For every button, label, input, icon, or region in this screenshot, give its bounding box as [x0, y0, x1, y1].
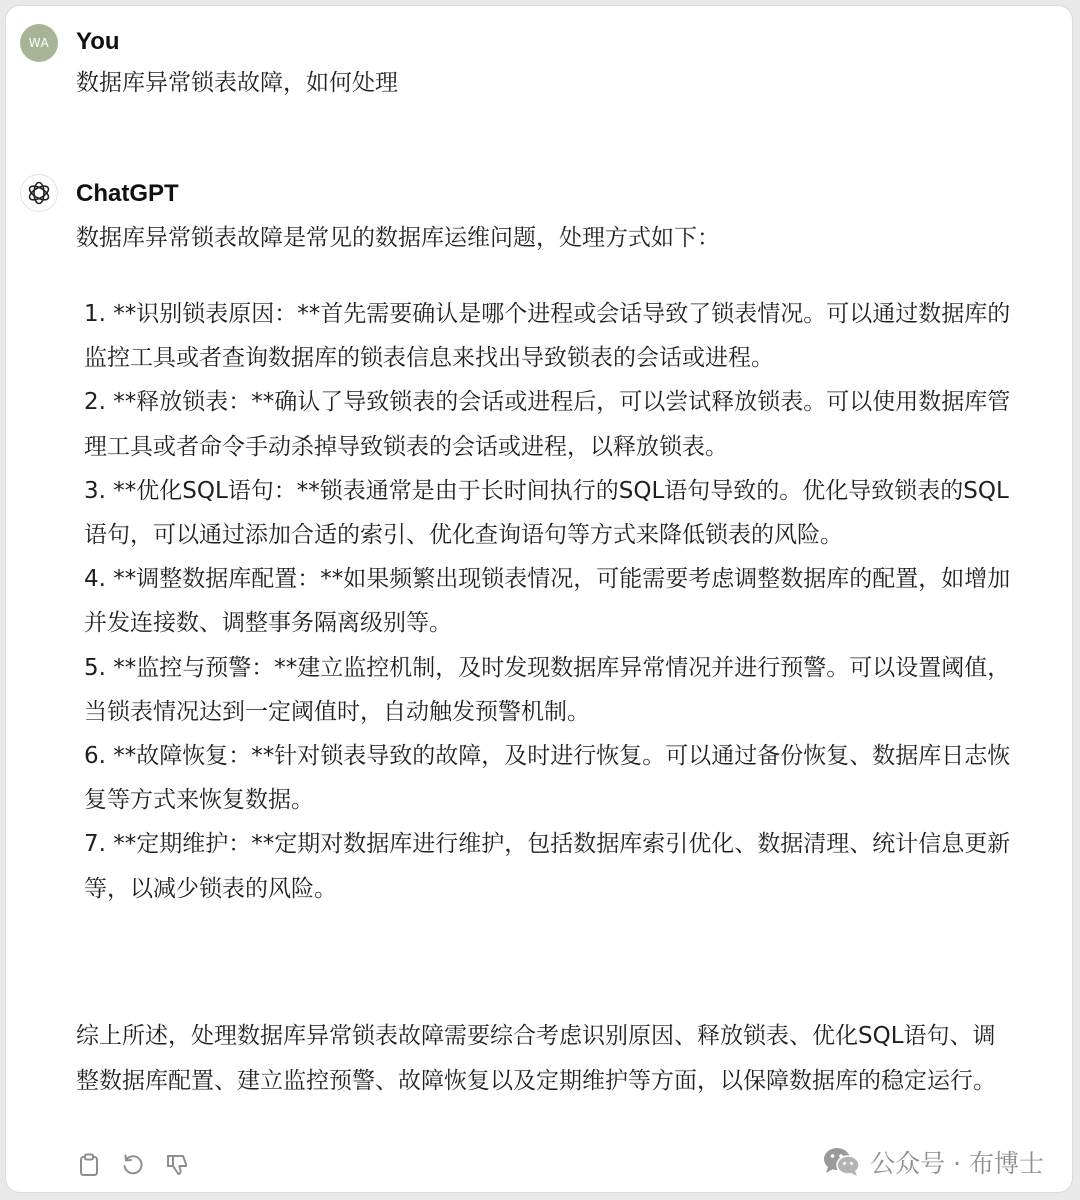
list-item: 1. **识别锁表原因：**首先需要确认是哪个进程或会话导致了锁表情况。可以通过数据库的监控工具或者查询数据库的锁表信息来找出导致锁表的会话或进程。	[84, 301, 1011, 372]
wechat-icon	[822, 1146, 862, 1178]
list-item: 7. **定期维护：**定期对数据库进行维护，包括数据库索引优化、数据清理、统计信息更新等，以减少锁表的风险。	[84, 831, 1011, 902]
assistant-intro: 数据库异常锁表故障是常见的数据库运维问题，处理方式如下：	[76, 225, 720, 251]
copy-icon	[78, 1153, 100, 1177]
message-actions	[76, 1152, 190, 1178]
thumbs-down-button[interactable]	[164, 1152, 190, 1178]
assistant-name: ChatGPT	[76, 180, 179, 207]
thumbs-down-icon	[165, 1153, 189, 1177]
watermark	[822, 1144, 1044, 1180]
user-avatar	[20, 24, 58, 62]
openai-logo-icon	[26, 180, 52, 206]
list-item: 2. **释放锁表：**确认了导致锁表的会话或进程后，可以尝试释放锁表。可以使用数据库管理工具或者命令手动杀掉导致锁表的会话或进程，以释放锁表。	[84, 389, 1011, 460]
watermark-text: 公众号 · 布博士	[870, 1149, 1044, 1178]
list-item: 4. **调整数据库配置：**如果频繁出现锁表情况，可能需要考虑调整数据库的配置，如增加并发连接数、调整事务隔离级别等。	[84, 566, 1011, 637]
list-item: 6. **故障恢复：**针对锁表导致的故障，及时进行恢复。可以通过备份恢复、数据库日志恢复等方式来恢复数据。	[84, 743, 1011, 814]
assistant-summary: 综上所述，处理数据库异常锁表故障需要综合考虑识别原因、释放锁表、优化SQL语句、调整数据库配置、建立监控预警、故障恢复以及定期维护等方面，以保障数据库的稳定运行。	[76, 1023, 996, 1094]
regenerate-button[interactable]	[120, 1152, 146, 1178]
regenerate-icon	[121, 1153, 145, 1177]
list-item: 3. **优化SQL语句：**锁表通常是由于长时间执行的SQL语句导致的。优化导致锁表的SQL语句，可以通过添加合适的索引、优化查询语句等方式来降低锁表的风险。	[84, 477, 1009, 549]
chatgpt-avatar	[20, 174, 58, 212]
user-name: You	[76, 28, 120, 55]
user-avatar-initials: WA	[28, 36, 50, 50]
assistant-step-list	[84, 292, 1014, 911]
copy-button[interactable]	[76, 1152, 102, 1178]
chat-transcript	[6, 6, 1072, 1192]
user-message: 数据库异常锁表故障，如何处理	[76, 70, 398, 96]
list-item: 5. **监控与预警：**建立监控机制，及时发现数据库异常情况并进行预警。可以设置阈值，当锁表情况达到一定阈值时，自动触发预警机制。	[84, 654, 1011, 725]
